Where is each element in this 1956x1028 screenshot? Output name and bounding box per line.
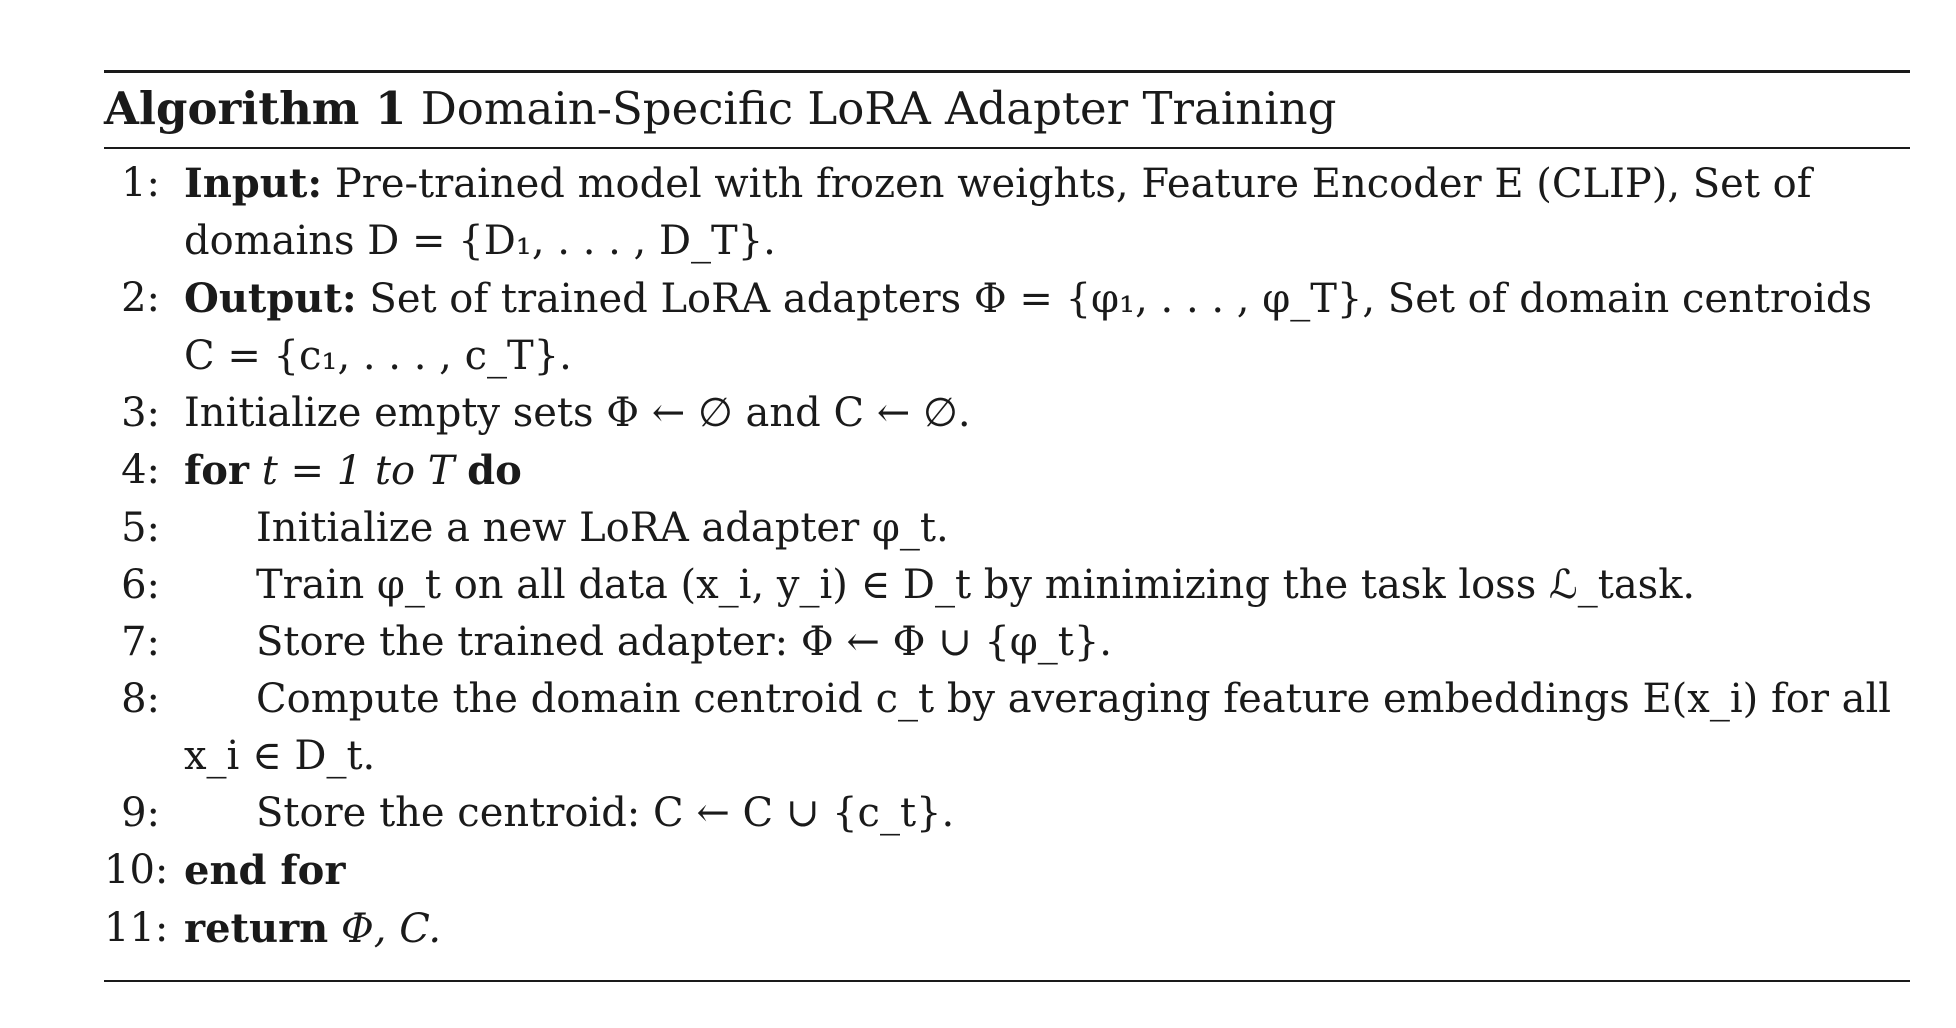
line-number: 2: (121, 275, 160, 321)
line-body (160, 557, 1910, 614)
line-text: Train φ_t on all data (x_i, y_i) ∈ D_t by minimizing the task loss ℒ_task. (256, 562, 1696, 608)
algorithm-line-8 (104, 671, 1910, 785)
algorithm-line-3 (104, 385, 1910, 442)
line-number: 8: (121, 676, 160, 722)
line-body (160, 900, 1910, 958)
algorithm-line-7 (104, 614, 1910, 671)
keyword-input: Input: (184, 160, 323, 207)
line-continuation: domains D = {D₁, . . . , D_T}. (184, 218, 776, 264)
line-body (160, 500, 1910, 557)
line-text: Initialize a new LoRA adapter φ_t. (256, 505, 949, 551)
bottom-rule (104, 980, 1910, 982)
keyword-for: for (184, 447, 249, 494)
keyword-end-for: end for (184, 847, 346, 894)
algorithm-block (104, 70, 1910, 982)
line-body (160, 155, 1910, 270)
line-number: 11: (104, 905, 169, 951)
line-continuation: x_i ∈ D_t. (184, 733, 376, 779)
algorithm-line-1 (104, 155, 1910, 270)
line-number: 5: (121, 505, 160, 551)
line-body (160, 385, 1910, 442)
algorithm-line-5 (104, 500, 1910, 557)
line-text: Initialize empty sets Φ ← ∅ and C ← ∅. (184, 390, 971, 436)
keyword-do: do (467, 447, 522, 494)
line-body (160, 842, 1910, 900)
line-number: 10: (104, 847, 169, 893)
line-number: 6: (121, 562, 160, 608)
line-text: Compute the domain centroid c_t by averaging feature embeddings E(x_i) for all (256, 676, 1892, 722)
algorithm-line-4 (104, 442, 1910, 500)
line-number: 1: (121, 160, 160, 206)
line-text: Pre-trained model with frozen weights, Feature Encoder E (CLIP), Set of (334, 161, 1812, 207)
line-number: 3: (121, 390, 160, 436)
line-text: Store the trained adapter: Φ ← Φ ∪ {φ_t}. (256, 619, 1113, 665)
line-body (160, 785, 1910, 842)
line-text: Φ, C. (340, 906, 442, 952)
algorithm-line-9 (104, 785, 1910, 842)
line-number: 4: (121, 447, 160, 493)
line-text: Set of trained LoRA adapters Φ = {φ₁, . . . , φ_T}, Set of domain centroids (369, 276, 1873, 322)
keyword-return: return (184, 905, 329, 952)
algorithm-line-10 (104, 842, 1910, 900)
line-continuation: C = {c₁, . . . , c_T}. (184, 333, 572, 379)
algorithm-caption (104, 73, 1910, 147)
line-body (160, 614, 1910, 671)
algorithm-title: Domain-Specific LoRA Adapter Training (420, 82, 1337, 135)
line-body (160, 270, 1910, 385)
line-text: Store the centroid: C ← C ∪ {c_t}. (256, 790, 955, 836)
algorithm-line-6 (104, 557, 1910, 614)
algorithm-line-11 (104, 900, 1910, 958)
algorithm-lines (104, 149, 1910, 958)
algorithm-line-2 (104, 270, 1910, 385)
line-number: 9: (121, 790, 160, 836)
line-body (160, 671, 1910, 785)
line-text: t = 1 to T (261, 448, 455, 494)
line-number: 7: (121, 619, 160, 665)
keyword-output: Output: (184, 275, 357, 322)
line-body (160, 442, 1910, 500)
algorithm-label: Algorithm 1 (104, 82, 407, 135)
